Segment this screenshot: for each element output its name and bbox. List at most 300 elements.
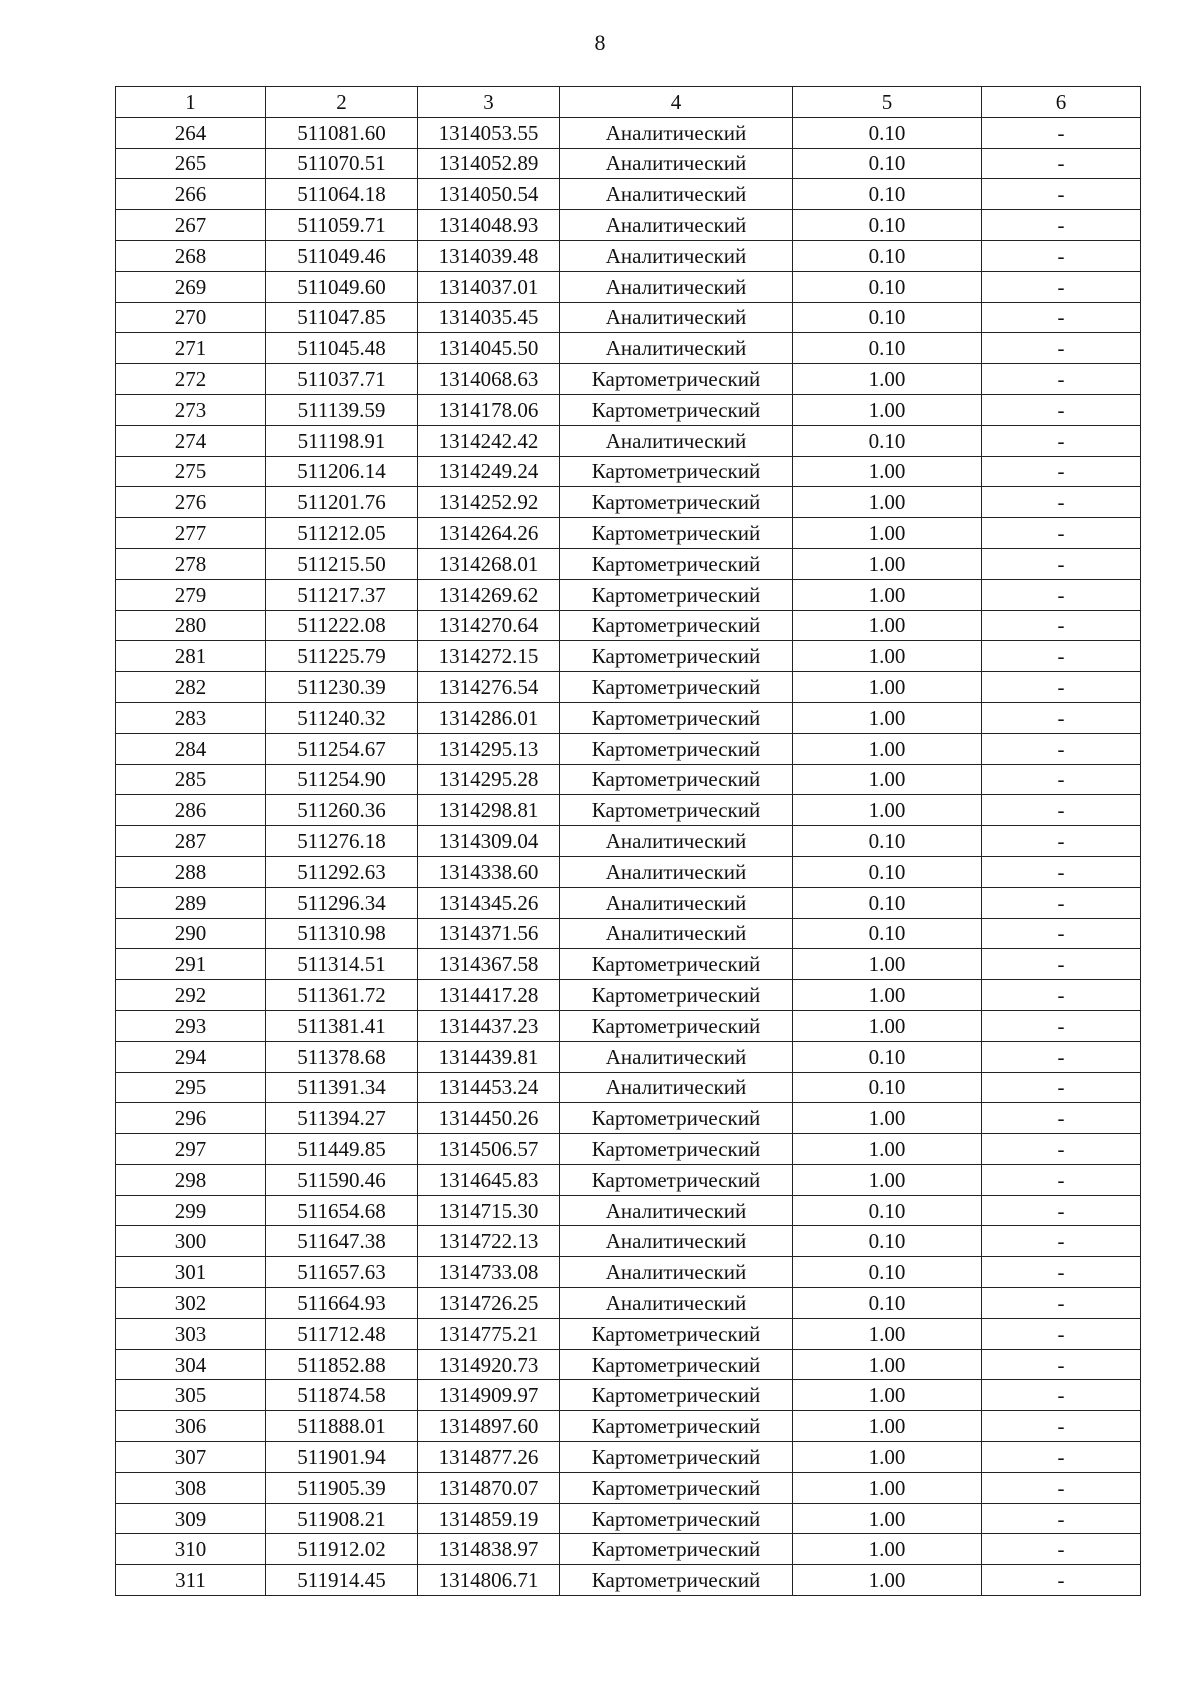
description-cell: - <box>982 1472 1141 1503</box>
method-cell: Аналитический <box>560 856 793 887</box>
accuracy-cell: 0.10 <box>793 1041 982 1072</box>
table-row <box>116 425 1141 456</box>
description-cell: - <box>982 1257 1141 1288</box>
method-cell: Картометрический <box>560 1503 793 1534</box>
point-number-cell: 288 <box>116 856 266 887</box>
y-coordinate-cell: 1314037.01 <box>418 271 560 302</box>
method-cell: Картометрический <box>560 1318 793 1349</box>
table-row <box>116 672 1141 703</box>
y-coordinate-cell: 1314367.58 <box>418 949 560 980</box>
point-number-cell: 306 <box>116 1411 266 1442</box>
description-cell: - <box>982 949 1141 980</box>
description-cell: - <box>982 733 1141 764</box>
y-coordinate-cell: 1314877.26 <box>418 1442 560 1473</box>
method-cell: Картометрический <box>560 1103 793 1134</box>
y-coordinate-cell: 1314726.25 <box>418 1288 560 1319</box>
accuracy-cell: 0.10 <box>793 1257 982 1288</box>
point-number-cell: 286 <box>116 795 266 826</box>
x-coordinate-cell: 511292.63 <box>266 856 418 887</box>
accuracy-cell: 1.00 <box>793 764 982 795</box>
point-number-cell: 287 <box>116 826 266 857</box>
x-coordinate-cell: 511874.58 <box>266 1380 418 1411</box>
method-cell: Аналитический <box>560 1226 793 1257</box>
method-cell: Картометрический <box>560 672 793 703</box>
method-cell: Картометрический <box>560 487 793 518</box>
x-coordinate-cell: 511381.41 <box>266 1010 418 1041</box>
y-coordinate-cell: 1314345.26 <box>418 887 560 918</box>
accuracy-cell: 1.00 <box>793 949 982 980</box>
x-coordinate-cell: 511206.14 <box>266 456 418 487</box>
y-coordinate-cell: 1314920.73 <box>418 1349 560 1380</box>
y-coordinate-cell: 1314264.26 <box>418 518 560 549</box>
table-row <box>116 1103 1141 1134</box>
description-cell: - <box>982 795 1141 826</box>
point-number-cell: 283 <box>116 702 266 733</box>
point-number-cell: 302 <box>116 1288 266 1319</box>
point-number-cell: 275 <box>116 456 266 487</box>
accuracy-cell: 1.00 <box>793 394 982 425</box>
method-cell: Аналитический <box>560 1288 793 1319</box>
accuracy-cell: 0.10 <box>793 1072 982 1103</box>
description-cell: - <box>982 1565 1141 1596</box>
y-coordinate-cell: 1314048.93 <box>418 210 560 241</box>
accuracy-cell: 1.00 <box>793 364 982 395</box>
point-number-cell: 296 <box>116 1103 266 1134</box>
description-cell: - <box>982 610 1141 641</box>
point-number-cell: 281 <box>116 641 266 672</box>
column-header: 4 <box>560 87 793 118</box>
table-row <box>116 856 1141 887</box>
description-cell: - <box>982 548 1141 579</box>
y-coordinate-cell: 1314249.24 <box>418 456 560 487</box>
table-row <box>116 641 1141 672</box>
point-number-cell: 308 <box>116 1472 266 1503</box>
table-row <box>116 1565 1141 1596</box>
method-cell: Картометрический <box>560 1534 793 1565</box>
description-cell: - <box>982 210 1141 241</box>
table-row <box>116 179 1141 210</box>
x-coordinate-cell: 511217.37 <box>266 579 418 610</box>
description-cell: - <box>982 1380 1141 1411</box>
table-row <box>116 1010 1141 1041</box>
method-cell: Картометрический <box>560 1472 793 1503</box>
table-row <box>116 487 1141 518</box>
method-cell: Картометрический <box>560 949 793 980</box>
table-row <box>116 826 1141 857</box>
x-coordinate-cell: 511049.46 <box>266 240 418 271</box>
y-coordinate-cell: 1314439.81 <box>418 1041 560 1072</box>
point-number-cell: 273 <box>116 394 266 425</box>
point-number-cell: 266 <box>116 179 266 210</box>
table-row <box>116 271 1141 302</box>
page-number: 8 <box>594 30 606 55</box>
description-cell: - <box>982 394 1141 425</box>
table-row <box>116 1072 1141 1103</box>
accuracy-cell: 1.00 <box>793 980 982 1011</box>
y-coordinate-cell: 1314437.23 <box>418 1010 560 1041</box>
method-cell: Аналитический <box>560 302 793 333</box>
x-coordinate-cell: 511647.38 <box>266 1226 418 1257</box>
description-cell: - <box>982 1288 1141 1319</box>
table-row <box>116 117 1141 148</box>
y-coordinate-cell: 1314268.01 <box>418 548 560 579</box>
point-number-cell: 294 <box>116 1041 266 1072</box>
column-header: 2 <box>266 87 418 118</box>
accuracy-cell: 0.10 <box>793 117 982 148</box>
description-cell: - <box>982 918 1141 949</box>
accuracy-cell: 0.10 <box>793 1288 982 1319</box>
point-number-cell: 267 <box>116 210 266 241</box>
method-cell: Аналитический <box>560 240 793 271</box>
point-number-cell: 300 <box>116 1226 266 1257</box>
y-coordinate-cell: 1314859.19 <box>418 1503 560 1534</box>
table-row <box>116 210 1141 241</box>
method-cell: Картометрический <box>560 1349 793 1380</box>
point-number-cell: 299 <box>116 1195 266 1226</box>
description-cell: - <box>982 826 1141 857</box>
y-coordinate-cell: 1314053.55 <box>418 117 560 148</box>
description-cell: - <box>982 302 1141 333</box>
x-coordinate-cell: 511912.02 <box>266 1534 418 1565</box>
accuracy-cell: 1.00 <box>793 672 982 703</box>
x-coordinate-cell: 511198.91 <box>266 425 418 456</box>
y-coordinate-cell: 1314909.97 <box>418 1380 560 1411</box>
point-number-cell: 274 <box>116 425 266 456</box>
accuracy-cell: 0.10 <box>793 210 982 241</box>
x-coordinate-cell: 511449.85 <box>266 1134 418 1165</box>
point-number-cell: 271 <box>116 333 266 364</box>
x-coordinate-cell: 511222.08 <box>266 610 418 641</box>
accuracy-cell: 0.10 <box>793 918 982 949</box>
accuracy-cell: 0.10 <box>793 240 982 271</box>
x-coordinate-cell: 511276.18 <box>266 826 418 857</box>
table-row <box>116 918 1141 949</box>
table-row <box>116 1226 1141 1257</box>
x-coordinate-cell: 511064.18 <box>266 179 418 210</box>
y-coordinate-cell: 1314722.13 <box>418 1226 560 1257</box>
accuracy-cell: 0.10 <box>793 826 982 857</box>
y-coordinate-cell: 1314035.45 <box>418 302 560 333</box>
accuracy-cell: 1.00 <box>793 1380 982 1411</box>
table-row <box>116 1411 1141 1442</box>
method-cell: Картометрический <box>560 733 793 764</box>
method-cell: Картометрический <box>560 1411 793 1442</box>
accuracy-cell: 1.00 <box>793 1442 982 1473</box>
method-cell: Аналитический <box>560 1041 793 1072</box>
x-coordinate-cell: 511657.63 <box>266 1257 418 1288</box>
x-coordinate-cell: 511139.59 <box>266 394 418 425</box>
description-cell: - <box>982 672 1141 703</box>
y-coordinate-cell: 1314897.60 <box>418 1411 560 1442</box>
x-coordinate-cell: 511905.39 <box>266 1472 418 1503</box>
x-coordinate-cell: 511361.72 <box>266 980 418 1011</box>
description-cell: - <box>982 856 1141 887</box>
x-coordinate-cell: 511888.01 <box>266 1411 418 1442</box>
method-cell: Аналитический <box>560 179 793 210</box>
point-number-cell: 298 <box>116 1164 266 1195</box>
point-number-cell: 305 <box>116 1380 266 1411</box>
table-row <box>116 333 1141 364</box>
x-coordinate-cell: 511378.68 <box>266 1041 418 1072</box>
y-coordinate-cell: 1314838.97 <box>418 1534 560 1565</box>
accuracy-cell: 1.00 <box>793 1010 982 1041</box>
description-cell: - <box>982 1226 1141 1257</box>
accuracy-cell: 0.10 <box>793 148 982 179</box>
table-row <box>116 1257 1141 1288</box>
y-coordinate-cell: 1314715.30 <box>418 1195 560 1226</box>
x-coordinate-cell: 511654.68 <box>266 1195 418 1226</box>
accuracy-cell: 1.00 <box>793 795 982 826</box>
y-coordinate-cell: 1314450.26 <box>418 1103 560 1134</box>
point-number-cell: 291 <box>116 949 266 980</box>
y-coordinate-cell: 1314068.63 <box>418 364 560 395</box>
accuracy-cell: 1.00 <box>793 487 982 518</box>
x-coordinate-cell: 511296.34 <box>266 887 418 918</box>
point-number-cell: 295 <box>116 1072 266 1103</box>
description-cell: - <box>982 702 1141 733</box>
table-body <box>116 117 1141 1595</box>
accuracy-cell: 1.00 <box>793 1503 982 1534</box>
method-cell: Картометрический <box>560 1164 793 1195</box>
table-row <box>116 1349 1141 1380</box>
description-cell: - <box>982 1349 1141 1380</box>
accuracy-cell: 1.00 <box>793 1164 982 1195</box>
table-row <box>116 1318 1141 1349</box>
description-cell: - <box>982 764 1141 795</box>
method-cell: Картометрический <box>560 1134 793 1165</box>
point-number-cell: 278 <box>116 548 266 579</box>
description-cell: - <box>982 1195 1141 1226</box>
point-number-cell: 311 <box>116 1565 266 1596</box>
point-number-cell: 301 <box>116 1257 266 1288</box>
y-coordinate-cell: 1314371.56 <box>418 918 560 949</box>
y-coordinate-cell: 1314272.15 <box>418 641 560 672</box>
table-row <box>116 795 1141 826</box>
description-cell: - <box>982 364 1141 395</box>
y-coordinate-cell: 1314806.71 <box>418 1565 560 1596</box>
description-cell: - <box>982 1442 1141 1473</box>
y-coordinate-cell: 1314270.64 <box>418 610 560 641</box>
table-row <box>116 1534 1141 1565</box>
description-cell: - <box>982 333 1141 364</box>
table-row <box>116 548 1141 579</box>
accuracy-cell: 0.10 <box>793 271 982 302</box>
method-cell: Аналитический <box>560 117 793 148</box>
accuracy-cell: 1.00 <box>793 702 982 733</box>
y-coordinate-cell: 1314039.48 <box>418 240 560 271</box>
description-cell: - <box>982 487 1141 518</box>
table-header-row <box>116 87 1141 118</box>
accuracy-cell: 1.00 <box>793 1349 982 1380</box>
point-number-cell: 285 <box>116 764 266 795</box>
description-cell: - <box>982 1534 1141 1565</box>
accuracy-cell: 0.10 <box>793 856 982 887</box>
accuracy-cell: 0.10 <box>793 179 982 210</box>
description-cell: - <box>982 1318 1141 1349</box>
table-row <box>116 887 1141 918</box>
description-cell: - <box>982 271 1141 302</box>
x-coordinate-cell: 511212.05 <box>266 518 418 549</box>
method-cell: Картометрический <box>560 1010 793 1041</box>
method-cell: Аналитический <box>560 271 793 302</box>
x-coordinate-cell: 511852.88 <box>266 1349 418 1380</box>
method-cell: Аналитический <box>560 1195 793 1226</box>
method-cell: Картометрический <box>560 456 793 487</box>
point-number-cell: 265 <box>116 148 266 179</box>
x-coordinate-cell: 511047.85 <box>266 302 418 333</box>
x-coordinate-cell: 511310.98 <box>266 918 418 949</box>
method-cell: Картометрический <box>560 795 793 826</box>
method-cell: Аналитический <box>560 425 793 456</box>
method-cell: Картометрический <box>560 1565 793 1596</box>
accuracy-cell: 1.00 <box>793 1318 982 1349</box>
description-cell: - <box>982 1411 1141 1442</box>
x-coordinate-cell: 511391.34 <box>266 1072 418 1103</box>
method-cell: Аналитический <box>560 826 793 857</box>
method-cell: Картометрический <box>560 1380 793 1411</box>
x-coordinate-cell: 511070.51 <box>266 148 418 179</box>
method-cell: Картометрический <box>560 764 793 795</box>
y-coordinate-cell: 1314506.57 <box>418 1134 560 1165</box>
y-coordinate-cell: 1314309.04 <box>418 826 560 857</box>
accuracy-cell: 0.10 <box>793 302 982 333</box>
table-row <box>116 1164 1141 1195</box>
method-cell: Картометрический <box>560 548 793 579</box>
accuracy-cell: 1.00 <box>793 1472 982 1503</box>
accuracy-cell: 0.10 <box>793 887 982 918</box>
point-number-cell: 270 <box>116 302 266 333</box>
x-coordinate-cell: 511260.36 <box>266 795 418 826</box>
y-coordinate-cell: 1314417.28 <box>418 980 560 1011</box>
method-cell: Картометрический <box>560 610 793 641</box>
description-cell: - <box>982 425 1141 456</box>
point-number-cell: 292 <box>116 980 266 1011</box>
point-number-cell: 272 <box>116 364 266 395</box>
accuracy-cell: 1.00 <box>793 733 982 764</box>
accuracy-cell: 0.10 <box>793 1226 982 1257</box>
y-coordinate-cell: 1314052.89 <box>418 148 560 179</box>
description-cell: - <box>982 240 1141 271</box>
description-cell: - <box>982 518 1141 549</box>
description-cell: - <box>982 179 1141 210</box>
coordinates-table <box>115 86 1141 1596</box>
method-cell: Картометрический <box>560 364 793 395</box>
table-row <box>116 949 1141 980</box>
y-coordinate-cell: 1314252.92 <box>418 487 560 518</box>
table-row <box>116 302 1141 333</box>
accuracy-cell: 1.00 <box>793 548 982 579</box>
accuracy-cell: 1.00 <box>793 1534 982 1565</box>
table-row <box>116 1380 1141 1411</box>
point-number-cell: 282 <box>116 672 266 703</box>
method-cell: Картометрический <box>560 980 793 1011</box>
point-number-cell: 303 <box>116 1318 266 1349</box>
method-cell: Картометрический <box>560 394 793 425</box>
table-row <box>116 148 1141 179</box>
method-cell: Картометрический <box>560 1442 793 1473</box>
table-row <box>116 518 1141 549</box>
method-cell: Аналитический <box>560 918 793 949</box>
accuracy-cell: 1.00 <box>793 1411 982 1442</box>
point-number-cell: 309 <box>116 1503 266 1534</box>
x-coordinate-cell: 511314.51 <box>266 949 418 980</box>
y-coordinate-cell: 1314338.60 <box>418 856 560 887</box>
table-row <box>116 610 1141 641</box>
y-coordinate-cell: 1314870.07 <box>418 1472 560 1503</box>
x-coordinate-cell: 511049.60 <box>266 271 418 302</box>
table-row <box>116 1288 1141 1319</box>
accuracy-cell: 1.00 <box>793 1134 982 1165</box>
x-coordinate-cell: 511712.48 <box>266 1318 418 1349</box>
point-number-cell: 264 <box>116 117 266 148</box>
point-number-cell: 276 <box>116 487 266 518</box>
method-cell: Аналитический <box>560 1257 793 1288</box>
table-row <box>116 240 1141 271</box>
method-cell: Картометрический <box>560 702 793 733</box>
accuracy-cell: 1.00 <box>793 641 982 672</box>
x-coordinate-cell: 511230.39 <box>266 672 418 703</box>
x-coordinate-cell: 511037.71 <box>266 364 418 395</box>
x-coordinate-cell: 511081.60 <box>266 117 418 148</box>
y-coordinate-cell: 1314298.81 <box>418 795 560 826</box>
point-number-cell: 280 <box>116 610 266 641</box>
description-cell: - <box>982 1164 1141 1195</box>
accuracy-cell: 0.10 <box>793 425 982 456</box>
point-number-cell: 304 <box>116 1349 266 1380</box>
table-row <box>116 456 1141 487</box>
point-number-cell: 284 <box>116 733 266 764</box>
x-coordinate-cell: 511908.21 <box>266 1503 418 1534</box>
method-cell: Картометрический <box>560 579 793 610</box>
description-cell: - <box>982 1134 1141 1165</box>
x-coordinate-cell: 511215.50 <box>266 548 418 579</box>
point-number-cell: 289 <box>116 887 266 918</box>
description-cell: - <box>982 117 1141 148</box>
accuracy-cell: 0.10 <box>793 1195 982 1226</box>
description-cell: - <box>982 456 1141 487</box>
y-coordinate-cell: 1314269.62 <box>418 579 560 610</box>
y-coordinate-cell: 1314295.28 <box>418 764 560 795</box>
y-coordinate-cell: 1314045.50 <box>418 333 560 364</box>
point-number-cell: 293 <box>116 1010 266 1041</box>
y-coordinate-cell: 1314645.83 <box>418 1164 560 1195</box>
x-coordinate-cell: 511664.93 <box>266 1288 418 1319</box>
table-row <box>116 364 1141 395</box>
x-coordinate-cell: 511240.32 <box>266 702 418 733</box>
table-row <box>116 764 1141 795</box>
accuracy-cell: 0.10 <box>793 333 982 364</box>
y-coordinate-cell: 1314775.21 <box>418 1318 560 1349</box>
accuracy-cell: 1.00 <box>793 610 982 641</box>
description-cell: - <box>982 1503 1141 1534</box>
accuracy-cell: 1.00 <box>793 518 982 549</box>
method-cell: Аналитический <box>560 210 793 241</box>
table-row <box>116 1134 1141 1165</box>
point-number-cell: 279 <box>116 579 266 610</box>
x-coordinate-cell: 511254.90 <box>266 764 418 795</box>
description-cell: - <box>982 148 1141 179</box>
description-cell: - <box>982 1041 1141 1072</box>
y-coordinate-cell: 1314050.54 <box>418 179 560 210</box>
x-coordinate-cell: 511901.94 <box>266 1442 418 1473</box>
table-row <box>116 1041 1141 1072</box>
table-row <box>116 1195 1141 1226</box>
method-cell: Аналитический <box>560 1072 793 1103</box>
description-cell: - <box>982 641 1141 672</box>
description-cell: - <box>982 1072 1141 1103</box>
table-row <box>116 1442 1141 1473</box>
method-cell: Аналитический <box>560 148 793 179</box>
